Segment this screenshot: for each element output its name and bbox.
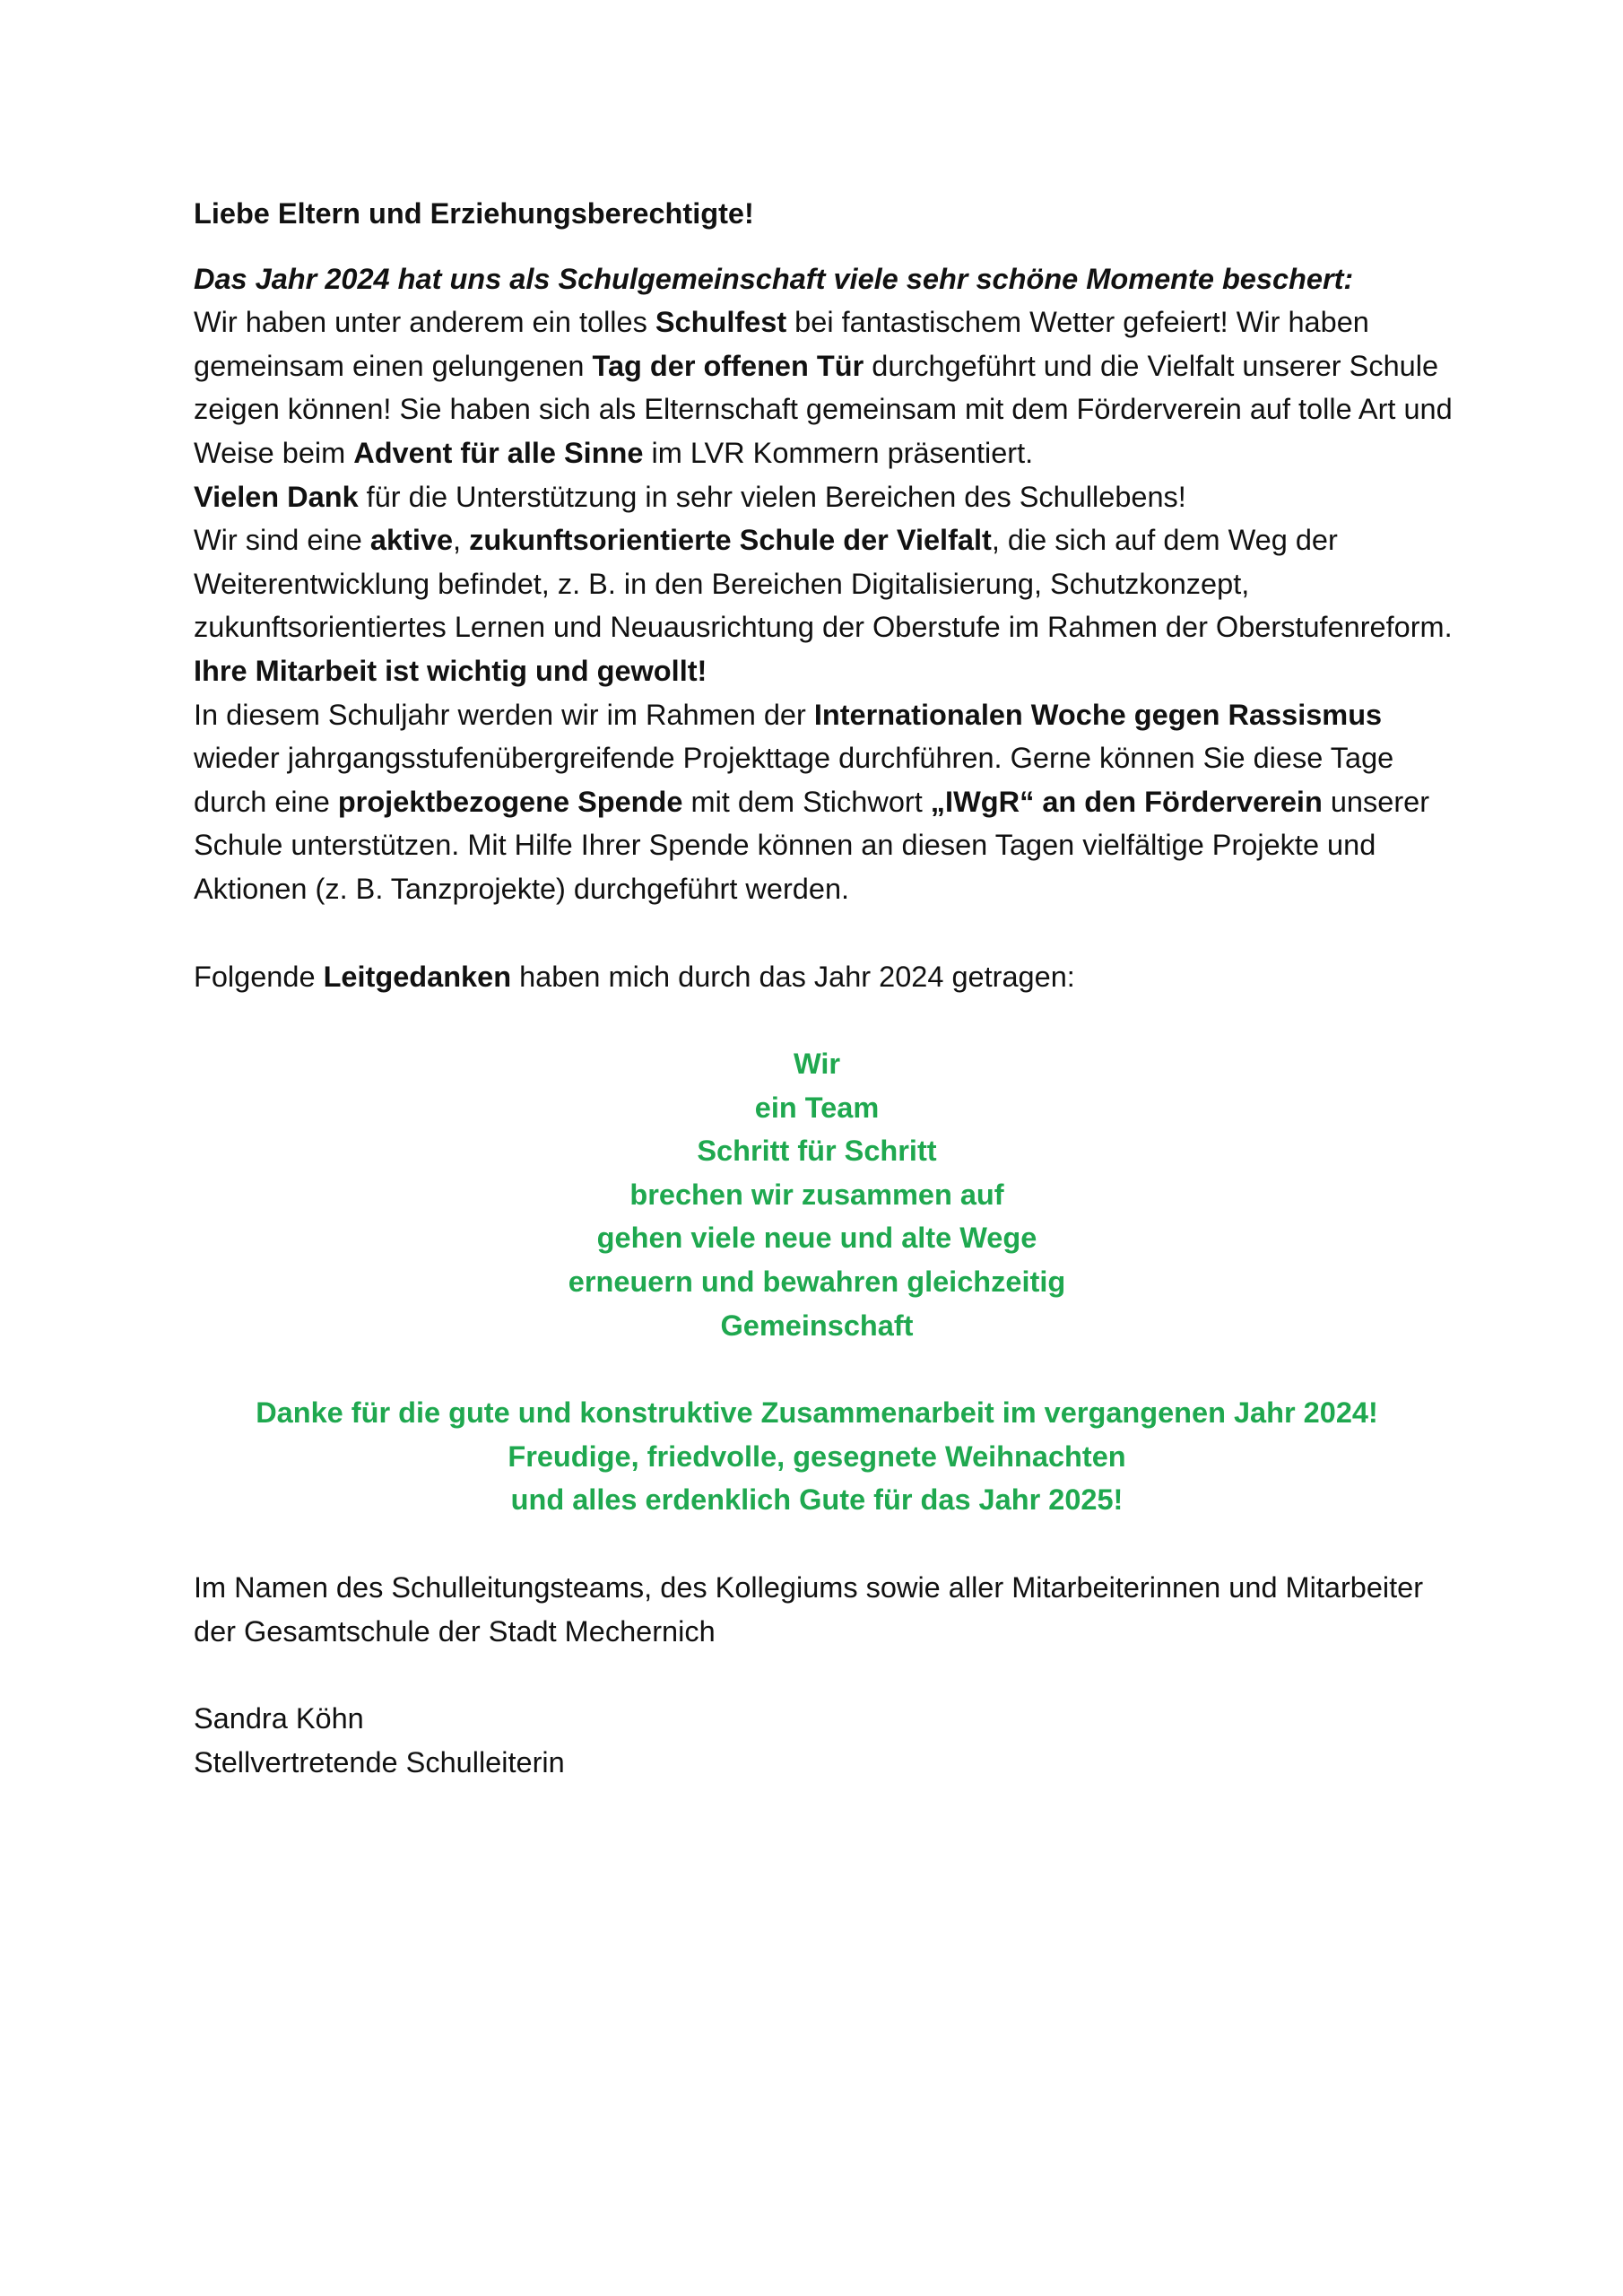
wish-line: und alles erdenklich Gute für das Jahr 2025! <box>510 1483 1124 1517</box>
poem-line: Schritt für Schritt <box>697 1135 937 1168</box>
poem-line: gehen viele neue und alte Wege <box>596 1222 1037 1255</box>
highlight-mitarbeit: Ihre Mitarbeit ist wichtig und gewollt! <box>194 654 707 687</box>
signature-role: Stellvertretende Schulleiterin <box>194 1745 565 1779</box>
greeting: Liebe Eltern und Erziehungsberechtigte! <box>194 197 754 230</box>
intro-lead: Das Jahr 2024 hat uns als Schulgemeinschaft viele sehr schöne Momente beschert: <box>194 262 1354 295</box>
poem-line: brechen wir zusammen auf <box>629 1178 1004 1211</box>
highlight-advent: Advent für alle Sinne <box>353 436 644 469</box>
wish-line: Danke für die gute und konstruktive Zusammenarbeit im vergangenen Jahr 2024! <box>256 1396 1378 1430</box>
project-days-paragraph: In diesem Schuljahr werden wir im Rahmen der Internationalen Woche gegen Rassismus wieder jahrgangsstufenübergreifende Projekttage durchführen. Gerne können Sie diese Tage durch eine projektbezogene Spende mit dem Stichwort „IWgR“ an den Förderverein unserer Schule unterstützen. Mit Hilfe Ihrer Spende können an diesen Tagen vielfältige Projekte und Aktionen (z. B. Tanzprojekte) durchgeführt werden. <box>194 698 1430 905</box>
poem-line: ein Team <box>754 1091 880 1124</box>
closing-paragraph: Im Namen des Schulleitungsteams, des Kollegiums sowie aller Mitarbeiterinnen und Mitarbeiter der Gesamtschule der Stadt Mechernich <box>194 1571 1424 1648</box>
highlight-schulfest: Schulfest <box>655 306 787 339</box>
poem-line: Wir <box>793 1048 841 1081</box>
wish-line: Freudige, friedvolle, gesegnete Weihnachten <box>508 1439 1126 1473</box>
school-profile-paragraph: Wir sind eine aktive, zukunftsorientierte Schule der Vielfalt, die sich auf dem Weg der Weiterentwicklung befindet, z. B. in den Bereichen Digitalisierung, Schutzkonzept, zukunftsorientiertes Lernen und Neuausrichtung der Oberstufe im Rahmen der Oberstufenreform. Ihre Mitarbeit ist wichtig und gewollt! <box>194 524 1453 687</box>
leitgedanken-intro: Folgende Leitgedanken haben mich durch das Jahr 2024 getragen: <box>194 960 1075 993</box>
poem <box>194 1042 1440 1347</box>
poem-line: Gemeinschaft <box>720 1309 914 1342</box>
thanks-line: Vielen Dank für die Unterstützung in sehr vielen Bereichen des Schullebens! <box>194 480 1186 513</box>
letter-body <box>194 192 1467 1784</box>
highlight-tag-der-offenen-tuer: Tag der offenen Tür <box>592 349 864 382</box>
poem-line: erneuern und bewahren gleichzeitig <box>568 1265 1066 1299</box>
holiday-wishes <box>194 1391 1440 1522</box>
signature-name: Sandra Köhn <box>194 1702 364 1735</box>
intro-paragraph: Wir haben unter anderem ein tolles Schulfest bei fantastischem Wetter gefeiert! Wir haben gemeinsam einen gelungenen Tag der offenen Tür durchgeführt und die Vielfalt unserer Schule zeigen können! Sie haben sich als Elternschaft gemeinsam mit dem Förderverein auf tolle Art und Weise beim Advent für alle Sinne im LVR Kommern präsentiert. <box>194 306 1453 469</box>
